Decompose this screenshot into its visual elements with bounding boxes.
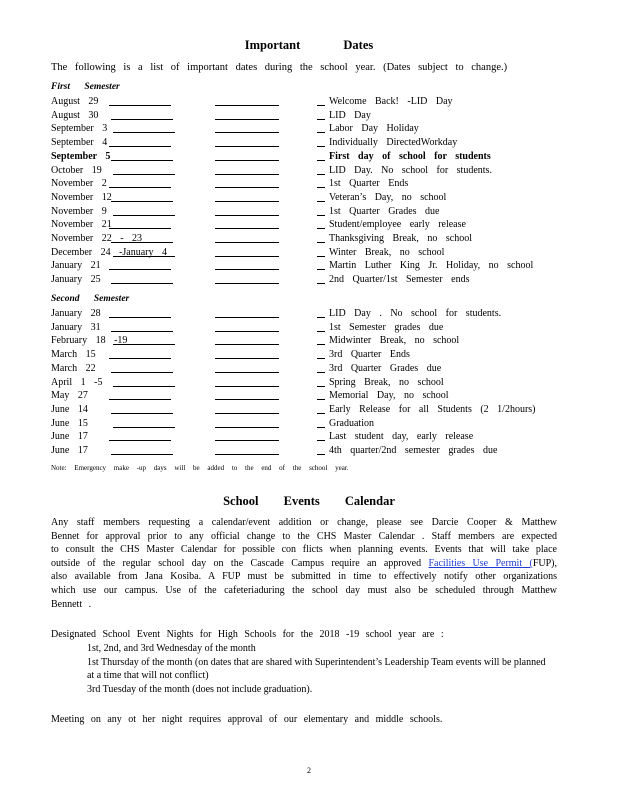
event-text: Veteran’s Day, no school [329, 191, 447, 203]
fill-line [317, 269, 325, 270]
fill-line [317, 399, 325, 400]
date-row [51, 349, 561, 362]
event-text: 1st Quarter Grades due [329, 205, 440, 217]
date-row [51, 165, 561, 178]
date-text: January 21 [51, 260, 101, 272]
fill-line [215, 269, 279, 270]
date-text: October 19 [51, 164, 102, 176]
date-row [51, 308, 561, 321]
event-text: Individually DirectedWorkday [329, 137, 458, 149]
date-text: January 28 [51, 308, 101, 319]
calendar-title: School Events Calendar [223, 494, 395, 508]
fill-line [109, 269, 171, 270]
fill-line [109, 358, 171, 359]
fill-line [215, 105, 279, 106]
date-row [51, 110, 561, 123]
fill-line [215, 317, 279, 318]
fill-line [317, 386, 325, 387]
date-row [51, 206, 561, 219]
date-text: January 31 [51, 321, 101, 333]
event-text: First day of school for students [329, 150, 491, 162]
date-row [51, 404, 561, 417]
page-number: 2 [307, 766, 311, 775]
event-text: 2nd Quarter/1st Semester ends [329, 274, 470, 286]
date-text: November 21 [51, 219, 112, 231]
fill-line [113, 427, 175, 428]
date-row [51, 274, 561, 287]
date-text: September 5 [51, 150, 111, 162]
date-row [51, 178, 561, 191]
fill-line [111, 372, 173, 373]
fill-line [215, 146, 279, 147]
fill-line [215, 174, 279, 175]
fill-line [317, 331, 325, 332]
fill-line [109, 105, 171, 106]
event-text: 3rd Quarter Grades due [329, 362, 442, 374]
date-row [51, 137, 561, 150]
date-text: September 3 [51, 123, 108, 135]
fill-line [113, 386, 175, 387]
fill-line [215, 160, 279, 161]
date-text: May 27 [51, 390, 88, 402]
event-text: Student/employee early release [329, 219, 466, 231]
date-text: November 22 - 23 [51, 233, 143, 244]
fill-line [111, 331, 173, 332]
fill-line [317, 358, 325, 359]
event-text: Martin Luther King Jr. Holiday, no school [329, 260, 534, 272]
fill-line [215, 283, 279, 284]
date-row [51, 363, 561, 376]
date-row [51, 445, 561, 458]
note-text: Note: Emergency make -up days will be added to the end of the school year. [51, 464, 349, 472]
date-row [51, 123, 561, 136]
fill-line [113, 132, 175, 133]
facilities-use-permit-link[interactable]: Facilities Use Permit ( [428, 557, 533, 569]
fill-line [109, 440, 171, 441]
event-text: Welcome Back! -LID Day [329, 96, 453, 107]
date-text: November 2 [51, 178, 107, 190]
fill-line [317, 454, 325, 455]
fill-line [317, 201, 325, 202]
date-row [51, 418, 561, 431]
fill-line [111, 160, 173, 161]
date-text: January 25 [51, 274, 101, 286]
event-nights-list [70, 642, 550, 696]
date-row [51, 247, 561, 260]
event-text: Winter Break, no school [329, 246, 445, 258]
date-row [51, 96, 561, 109]
fill-line [317, 317, 325, 318]
fill-line [317, 132, 325, 133]
fill-line [215, 358, 279, 359]
fill-line [109, 187, 171, 188]
date-row [51, 322, 561, 335]
fill-line [215, 440, 279, 441]
page-title: Important Dates [244, 38, 374, 52]
date-text: November 12 [51, 191, 112, 203]
date-row [51, 431, 561, 444]
fill-line [215, 372, 279, 373]
fill-line [215, 413, 279, 414]
fill-line [111, 119, 173, 120]
fill-line [109, 399, 171, 400]
fill-line [317, 413, 325, 414]
fill-line [317, 440, 325, 441]
semester-heading: First Semester [51, 82, 120, 92]
date-text: June 17 [51, 431, 88, 443]
event-text: 1st Semester grades due [329, 321, 444, 333]
calendar-paragraph [51, 516, 557, 611]
date-text: June 17 [51, 445, 88, 456]
event-text: Labor Day Holiday [329, 123, 419, 135]
fill-line [215, 399, 279, 400]
date-text: February 18 -19 [51, 335, 128, 347]
fill-line [317, 228, 325, 229]
fill-line [111, 283, 173, 284]
date-row [51, 219, 561, 232]
event-text: 4th quarter/2nd semester grades due [329, 445, 498, 456]
fill-line [113, 174, 175, 175]
event-text: 3rd Quarter Ends [329, 349, 410, 361]
fill-line [215, 201, 279, 202]
fill-line [215, 427, 279, 428]
fill-line [317, 283, 325, 284]
list-item: 1st, 2nd, and 3rd Wednesday of the month [87, 643, 256, 654]
date-text: September 4 [51, 137, 108, 149]
fill-line [215, 344, 279, 345]
calendar-paragraph-text: Any staff members requesting a calendar/event addition or change, please see Darcie Cooper & Matthew Bennet for approval prior to any official change to the CHS Master Calendar . Staff members are expected to consult the CHS Master Calendar for possible con flicts when planning events. Events that will take place outside of the regular school day on the Cascade Campus require an approved [51, 517, 557, 569]
fill-line [215, 119, 279, 120]
fill-line [317, 372, 325, 373]
fill-line [111, 201, 173, 202]
event-text: Thanksgiving Break, no school [329, 233, 472, 244]
date-row [51, 233, 561, 246]
event-text: LID Day [329, 109, 371, 121]
fill-line [317, 105, 325, 106]
event-text: Early Release for all Students (2 1/2hours) [329, 403, 536, 415]
fill-line [317, 427, 325, 428]
fill-line [317, 160, 325, 161]
date-text: June 15 [51, 417, 88, 429]
fill-line [317, 119, 325, 120]
fill-line [215, 132, 279, 133]
event-text: Last student day, early release [329, 431, 474, 443]
fill-line [317, 187, 325, 188]
fill-line [113, 215, 175, 216]
calendar-paragraph-text-2: FUP), also available from Jana Kosiba. A FUP must be submitted in time to effectively notify other organizations which use our campus. Use of the cafeteriaduring the school day must also be scheduled through Matthew Bennett . [51, 557, 558, 610]
date-text: April 1 -5 [51, 376, 103, 388]
fill-line [109, 228, 171, 229]
list-item: 3rd Tuesday of the month (does not include graduation). [87, 683, 313, 695]
fill-line [215, 331, 279, 332]
date-row [51, 192, 561, 205]
fill-line [317, 174, 325, 175]
meeting-paragraph: Meeting on any ot her night requires approval of our elementary and middle schools. [51, 714, 443, 725]
semester-heading: Second Semester [51, 294, 130, 304]
intro-text: The following is a list of important dates during the school year. (Dates subject to change.) [51, 62, 508, 73]
fill-line [109, 146, 171, 147]
fill-line [111, 454, 173, 455]
fill-line [317, 344, 325, 345]
date-row [51, 377, 561, 390]
fill-line [215, 215, 279, 216]
date-text: March 15 [51, 349, 96, 361]
date-text: August 29 [51, 96, 99, 107]
fill-line [215, 187, 279, 188]
date-row [51, 390, 561, 403]
event-text: Graduation [329, 417, 374, 429]
date-text: August 30 [51, 109, 99, 121]
fill-line [317, 146, 325, 147]
fill-line [215, 386, 279, 387]
fill-line [215, 242, 279, 243]
fill-line [111, 413, 173, 414]
fill-line [317, 256, 325, 257]
event-text: Memorial Day, no school [329, 390, 449, 402]
list-item: 1st Thursday of the month (on dates that are shared with Superintendent’s Leadership Team events will be planned at a time that will not conflict) [87, 656, 546, 682]
fill-line [317, 242, 325, 243]
date-row [51, 260, 561, 273]
date-row [51, 151, 561, 164]
date-text: March 22 [51, 362, 96, 374]
fill-line [215, 228, 279, 229]
event-text: Midwinter Break, no school [329, 335, 460, 347]
fill-line [215, 256, 279, 257]
date-row [51, 335, 561, 348]
event-text: Spring Break, no school [329, 376, 444, 388]
date-text: December 24 -January 4 [51, 246, 168, 258]
event-text: LID Day . No school for students. [329, 308, 502, 319]
event-nights-paragraph: Designated School Event Nights for High Schools for the 2018 -19 school year are : [51, 629, 444, 640]
fill-line [317, 215, 325, 216]
event-text: 1st Quarter Ends [329, 178, 409, 190]
date-text: November 9 [51, 205, 107, 217]
fill-line [109, 317, 171, 318]
event-text: LID Day. No school for students. [329, 164, 492, 176]
date-text: June 14 [51, 403, 88, 415]
fill-line [215, 454, 279, 455]
